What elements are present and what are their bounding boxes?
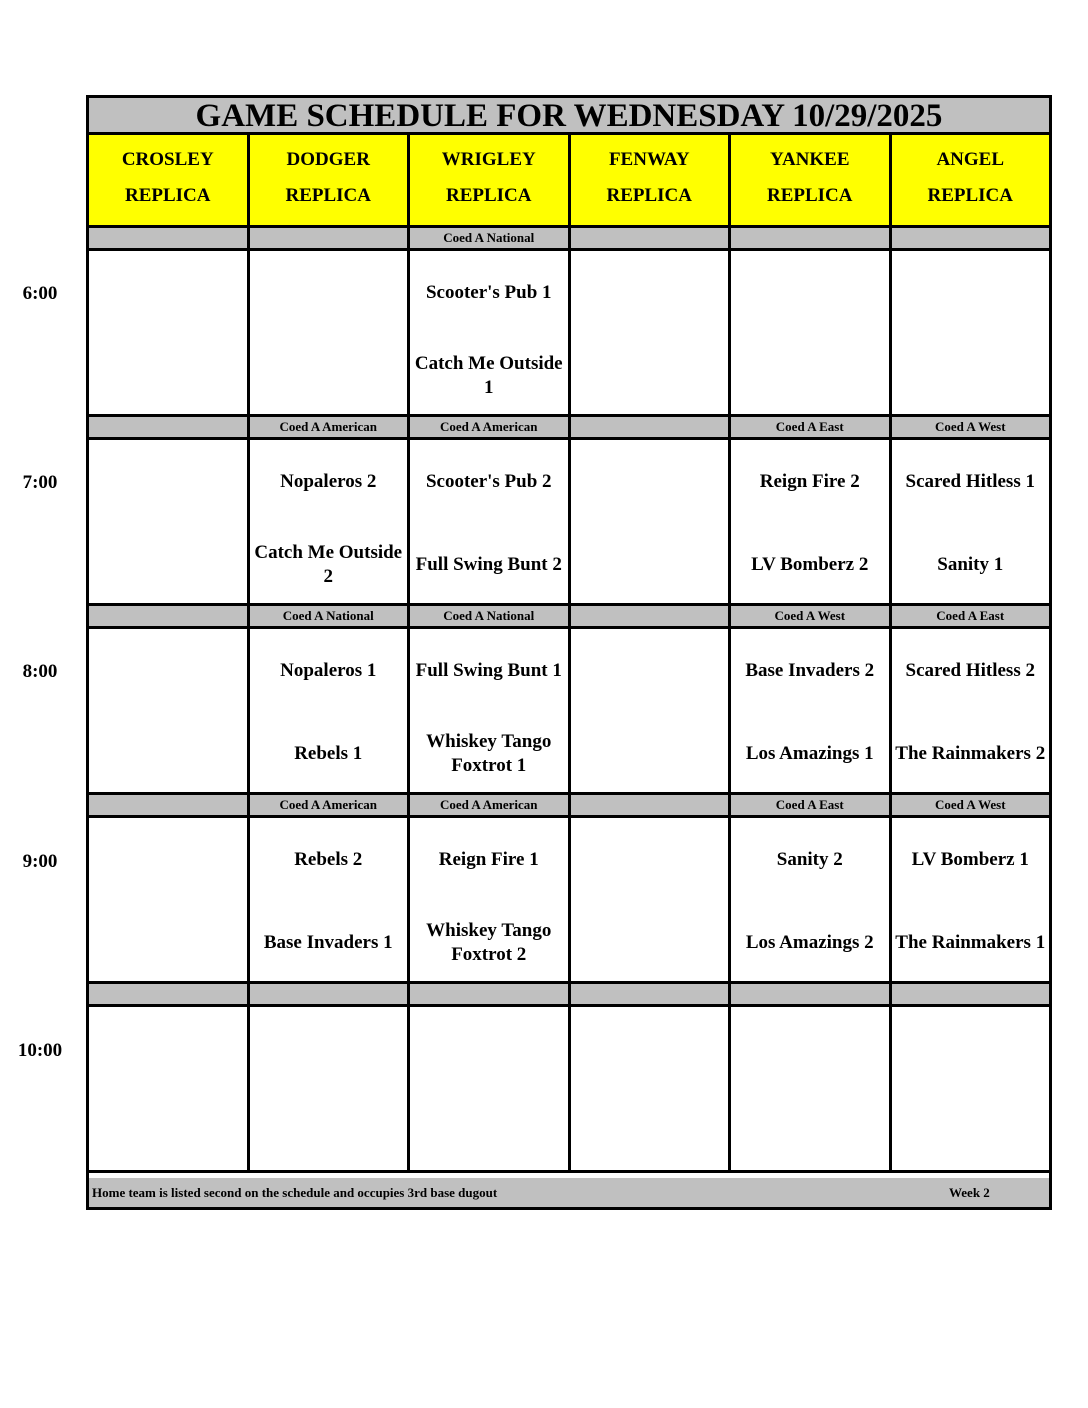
time-slot-row [89, 818, 1049, 984]
division-label: Coed A National [250, 606, 411, 626]
game-cell [89, 818, 250, 981]
home-team: Los Amazings 2 [745, 932, 874, 953]
home-team [573, 351, 727, 401]
game-cell [89, 440, 250, 603]
game-cell [250, 440, 411, 603]
time-label: 10:00 [17, 1040, 63, 1061]
home-team: The Rainmakers 1 [895, 932, 1046, 953]
away-team [91, 281, 245, 305]
game-cell [571, 818, 732, 981]
away-team [91, 848, 245, 872]
division-row [89, 228, 1049, 251]
away-team: LV Bomberz 1 [911, 849, 1029, 870]
away-team [894, 1037, 1048, 1061]
game-cell [571, 629, 732, 792]
game-cell [410, 440, 571, 603]
field-subtitle: REPLICA [124, 185, 211, 206]
field-subtitle: REPLICA [927, 185, 1013, 206]
away-team: Sanity 2 [776, 849, 843, 870]
away-team [573, 848, 727, 872]
game-cell [410, 629, 571, 792]
field-name: WRIGLEY [441, 149, 536, 170]
home-team [91, 729, 245, 779]
field-name: FENWAY [608, 149, 690, 170]
home-team [733, 1107, 887, 1157]
game-cell [731, 251, 892, 414]
home-team: Catch Me Outside 1 [414, 353, 563, 398]
home-team: Los Amazings 1 [745, 743, 874, 764]
division-label [89, 606, 250, 626]
division-label: Coed A West [731, 606, 892, 626]
division-label: Coed A National [410, 606, 571, 626]
field-subtitle: REPLICA [766, 185, 853, 206]
home-team: Sanity 1 [937, 554, 1004, 575]
away-team: Reign Fire 1 [438, 849, 539, 870]
home-team: Whiskey Tango Foxtrot 2 [426, 920, 552, 965]
home-team: Catch Me Outside 2 [254, 542, 403, 587]
home-team: Rebels 1 [294, 743, 363, 764]
game-cell [89, 629, 250, 792]
game-cell [571, 251, 732, 414]
time-slot-row [89, 1007, 1049, 1173]
field-header-wrigley [410, 135, 571, 225]
division-label [250, 228, 411, 248]
field-header-yankee [731, 135, 892, 225]
division-label [89, 417, 250, 437]
game-cell [250, 818, 411, 981]
home-team [91, 918, 245, 968]
home-team [91, 1107, 245, 1157]
field-name: ANGEL [936, 149, 1005, 170]
away-team: Scared Hitless 2 [905, 660, 1035, 681]
division-label: Coed A American [410, 417, 571, 437]
division-label [571, 228, 732, 248]
home-team: LV Bomberz 2 [751, 554, 869, 575]
division-row [89, 417, 1049, 440]
time-slot-row [89, 440, 1049, 606]
game-cell [731, 818, 892, 981]
home-team: Base Invaders 1 [263, 932, 393, 953]
home-team-note: Home team is listed second on the schedule and occupies 3rd base dugout [92, 1185, 498, 1200]
division-label [731, 228, 892, 248]
field-name: YANKEE [769, 149, 850, 170]
division-label [571, 606, 732, 626]
home-team: The Rainmakers 2 [895, 743, 1046, 764]
home-team [412, 1107, 566, 1157]
away-team [252, 1037, 406, 1061]
game-cell [892, 818, 1050, 981]
home-team [894, 1107, 1048, 1157]
game-cell [89, 251, 250, 414]
field-header-row [89, 135, 1049, 228]
time-label: 9:00 [22, 851, 58, 872]
time-label: 7:00 [22, 472, 58, 493]
home-team [573, 918, 727, 968]
away-team: Rebels 2 [294, 849, 363, 870]
division-label [571, 795, 732, 815]
division-label: Coed A American [410, 795, 571, 815]
home-team [573, 729, 727, 779]
division-label [250, 984, 411, 1004]
game-cell [250, 1007, 411, 1170]
away-team: Base Invaders 2 [745, 660, 875, 681]
game-cell [410, 1007, 571, 1170]
game-cell [731, 1007, 892, 1170]
division-label: Coed A East [731, 795, 892, 815]
home-team [91, 540, 245, 590]
game-cell [89, 1007, 250, 1170]
game-cell [731, 440, 892, 603]
away-team [412, 1037, 566, 1061]
division-row [89, 606, 1049, 629]
away-team [733, 281, 887, 305]
division-label [892, 228, 1050, 248]
schedule-title: GAME SCHEDULE FOR WEDNESDAY 10/29/2025 [89, 98, 1049, 135]
division-row [89, 984, 1049, 1007]
game-cell [571, 440, 732, 603]
division-label: Coed A West [934, 797, 1006, 812]
field-name: DODGER [286, 149, 370, 170]
home-team [573, 540, 727, 590]
home-team: Full Swing Bunt 2 [415, 554, 562, 575]
time-slot-row [89, 251, 1049, 417]
division-label: Coed A East [731, 417, 892, 437]
schedule-footer [89, 1178, 1049, 1207]
time-label: 6:00 [22, 283, 58, 304]
field-header-angel [892, 135, 1050, 225]
game-cell [731, 629, 892, 792]
game-cell [892, 1007, 1050, 1170]
home-team [252, 1107, 406, 1157]
division-label: Coed A National [410, 228, 571, 248]
away-team [91, 1037, 245, 1061]
division-label [89, 984, 250, 1004]
home-team: Whiskey Tango Foxtrot 1 [426, 731, 552, 776]
away-team: Nopaleros 2 [280, 471, 377, 492]
division-label: Coed A West [934, 419, 1006, 434]
away-team [573, 1037, 727, 1061]
field-subtitle: REPLICA [606, 185, 692, 206]
home-team [894, 351, 1048, 401]
field-name: CROSLEY [121, 149, 214, 170]
home-team [91, 351, 245, 401]
game-cell [250, 629, 411, 792]
week-label: Week 2 [949, 1185, 990, 1200]
away-team [91, 470, 245, 494]
away-team: Scooter's Pub 1 [425, 282, 552, 303]
away-team [573, 659, 727, 683]
division-label [89, 795, 250, 815]
division-label [89, 228, 250, 248]
field-header-fenway [571, 135, 732, 225]
game-cell [571, 1007, 732, 1170]
home-team [733, 351, 887, 401]
away-team [252, 281, 406, 305]
away-team: Nopaleros 1 [280, 660, 377, 681]
home-team [252, 351, 406, 401]
away-team [573, 470, 727, 494]
away-team [91, 659, 245, 683]
away-team: Full Swing Bunt 1 [415, 660, 562, 681]
field-subtitle: REPLICA [285, 185, 371, 206]
away-team [733, 1037, 887, 1061]
time-label: 8:00 [22, 661, 58, 682]
game-cell [892, 251, 1050, 414]
away-team [894, 281, 1048, 305]
away-team: Scared Hitless 1 [905, 471, 1035, 492]
division-label [410, 984, 571, 1004]
away-team: Scooter's Pub 2 [425, 471, 552, 492]
division-label: Coed A American [250, 417, 411, 437]
away-team: Reign Fire 2 [759, 471, 860, 492]
division-label [731, 984, 892, 1004]
away-team [573, 281, 727, 305]
field-header-crosley [89, 135, 250, 225]
game-cell [410, 818, 571, 981]
field-header-dodger [250, 135, 411, 225]
home-team [573, 1107, 727, 1157]
division-row [89, 795, 1049, 818]
field-subtitle: REPLICA [445, 185, 532, 206]
game-cell [892, 440, 1050, 603]
game-cell [410, 251, 571, 414]
division-label [892, 984, 1050, 1004]
schedule-sheet [86, 95, 1052, 1210]
division-label: Coed A American [250, 795, 411, 815]
game-cell [250, 251, 411, 414]
division-label [571, 417, 732, 437]
game-cell [892, 629, 1050, 792]
division-label [571, 984, 732, 1004]
division-label: Coed A East [936, 608, 1005, 623]
time-slot-row [89, 629, 1049, 795]
